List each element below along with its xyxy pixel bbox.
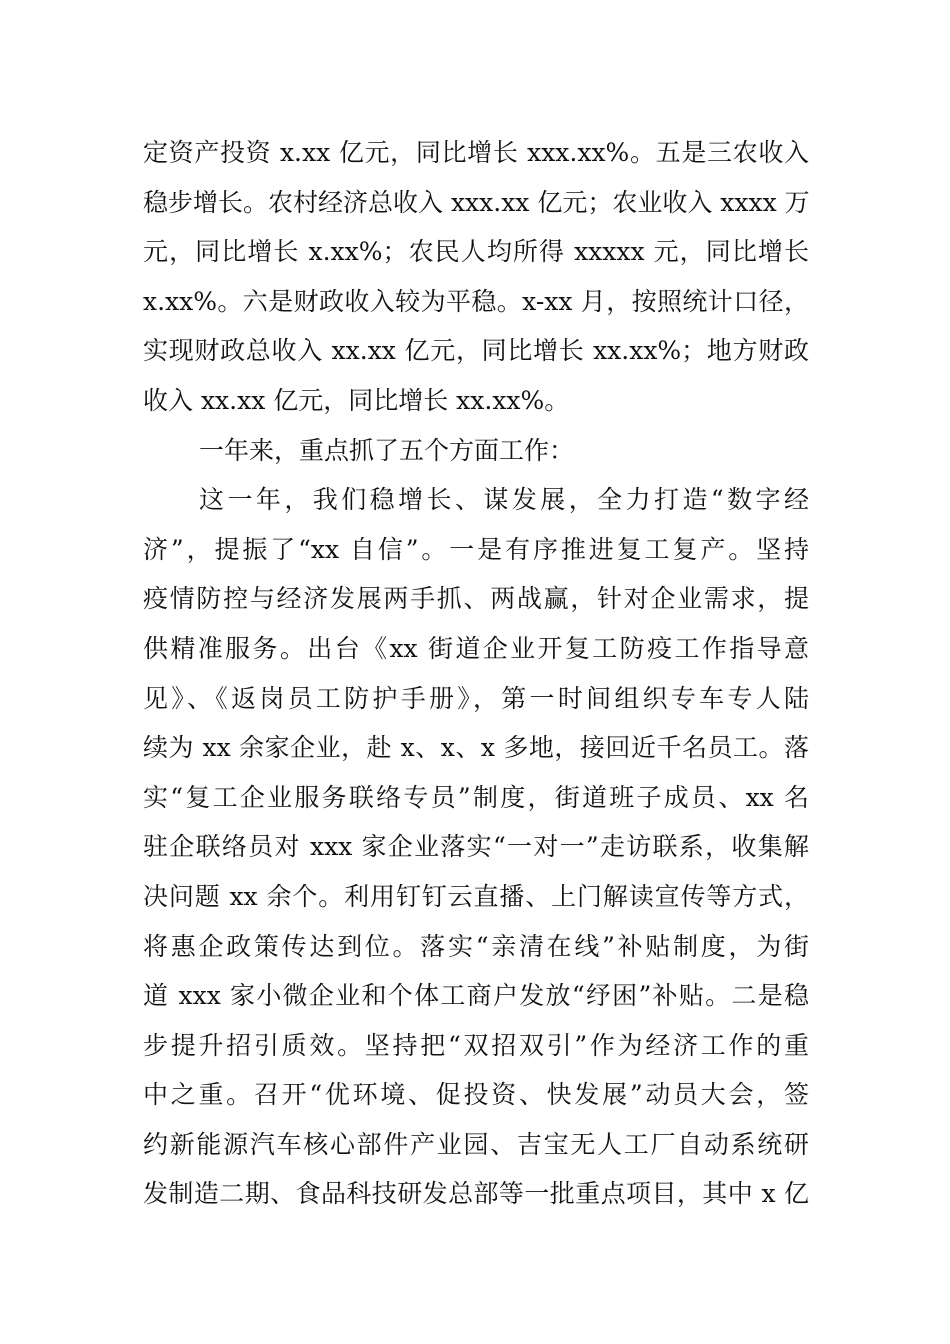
text-line: 发制造二期、食品科技研发总部等一批重点项目，其中 x 亿 bbox=[143, 1179, 809, 1209]
text-line: 疫情防控与经济发展两手抓、两战赢，针对企业需求，提 bbox=[143, 584, 809, 614]
text-line: 稳步增长。农村经济总收入 xxx.xx 亿元；农业收入 xxxx 万 bbox=[143, 187, 810, 217]
text-line: 见》、《返岗员工防护手册》，第一时间组织专车专人陆 bbox=[143, 683, 809, 713]
text-line: 实“复工企业服务联络专员”制度，街道班子成员、xx 名 bbox=[143, 782, 809, 812]
text-line: x.xx%。六是财政收入较为平稳。x-xx 月，按照统计口径， bbox=[143, 286, 809, 316]
text-line: 收入 xx.xx 亿元，同比增长 xx.xx%。 bbox=[143, 385, 570, 415]
text-line: 将惠企政策传达到位。落实“亲清在线”补贴制度，为街 bbox=[143, 931, 809, 961]
text-line: 决问题 xx 余个。利用钉钉云直播、上门解读宣传等方式， bbox=[143, 881, 809, 911]
text-line: 续为 xx 余家企业，赴 x、x、x 多地，接回近千名员工。落 bbox=[143, 733, 809, 763]
text-line: 约新能源汽车核心部件产业园、吉宝无人工厂自动系统研 bbox=[143, 1129, 809, 1159]
text-line: 济”，提振了“xx 自信”。一是有序推进复工复产。坚持 bbox=[143, 534, 809, 564]
text-line: 这一年，我们稳增长、谋发展，全力打造“数字经 bbox=[199, 485, 809, 515]
text-line: 实现财政总收入 xx.xx 亿元，同比增长 xx.xx%；地方财政 bbox=[143, 336, 809, 366]
text-line: 道 xxx 家小微企业和个体工商户发放“纾困”补贴。二是稳 bbox=[143, 981, 809, 1011]
text-line: 一年来，重点抓了五个方面工作： bbox=[199, 435, 575, 465]
text-line: 定资产投资 x.xx 亿元，同比增长 xxx.xx%。五是三农收入 bbox=[143, 138, 809, 167]
text-line: 元，同比增长 x.xx%；农民人均所得 xxxxx 元，同比增长 bbox=[143, 237, 809, 267]
body-text bbox=[143, 128, 809, 1219]
text-line: 中之重。召开“优环境、促投资、快发展”动员大会，签 bbox=[143, 1080, 809, 1110]
text-line: 供精准服务。出台《xx 街道企业开复工防疫工作指导意 bbox=[143, 633, 809, 663]
text-line: 步提升招引质效。坚持把“双招双引”作为经济工作的重 bbox=[143, 1030, 809, 1060]
text-line: 驻企联络员对 xxx 家企业落实“一对一”走访联系，收集解 bbox=[143, 832, 809, 862]
